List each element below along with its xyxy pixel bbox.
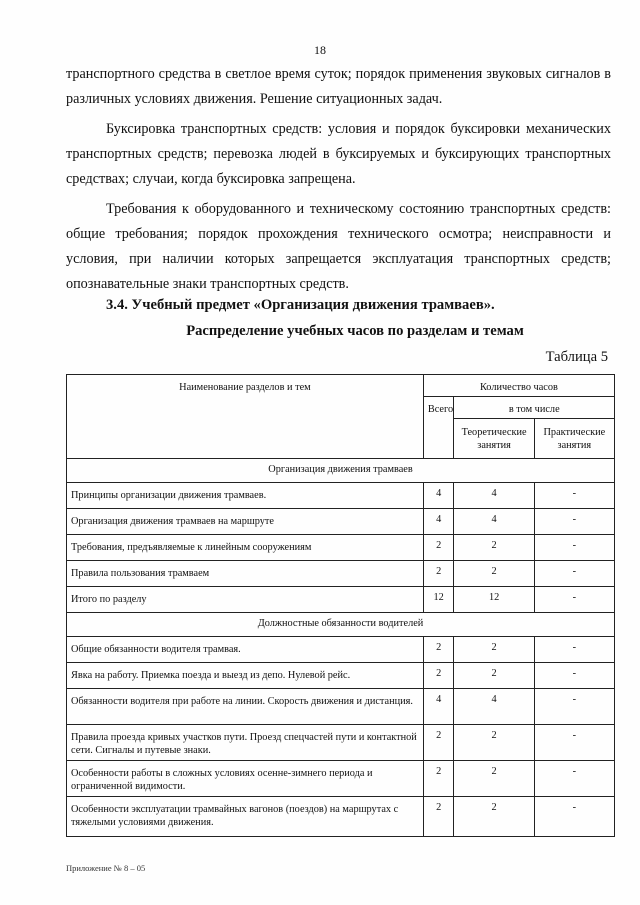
header-name: Наименование разделов и тем xyxy=(67,375,424,459)
practice-hours: - xyxy=(534,637,614,663)
total-hours: 4 xyxy=(423,483,454,509)
theory-hours: 2 xyxy=(454,663,534,689)
practice-hours: - xyxy=(534,725,614,761)
table-row xyxy=(67,483,615,509)
table-title: Распределение учебных часов по разделам и темам xyxy=(186,323,524,339)
topic-name: Правила пользования трамваем xyxy=(67,561,424,587)
total-hours: 2 xyxy=(423,561,454,587)
theory-hours: 4 xyxy=(454,689,534,725)
table-row xyxy=(67,637,615,663)
table-row xyxy=(67,689,615,725)
topic-name: Особенности эксплуатации трамвайных вагонов (поездов) на маршрутах с тяжелыми условиями движения. xyxy=(67,797,424,837)
total-hours: 2 xyxy=(423,663,454,689)
practice-hours: - xyxy=(534,761,614,797)
footer-note: Приложение № 8 – 05 xyxy=(66,863,146,873)
table-row xyxy=(67,509,615,535)
section-title: Организация движения трамваев xyxy=(67,459,615,483)
theory-hours: 2 xyxy=(454,797,534,837)
practice-hours: - xyxy=(534,483,614,509)
topic-name: Обязанности водителя при работе на линии. Скорость движения и дистанция. xyxy=(67,689,424,725)
practice-hours: - xyxy=(534,689,614,725)
theory-hours: 2 xyxy=(454,761,534,797)
total-hours: 2 xyxy=(423,761,454,797)
paragraph-signals: транспортного средства в светлое время суток; порядок применения звуковых сигналов в различных условиях движения. Решение ситуационных задач. xyxy=(66,66,611,107)
topic-name: Правила проезда кривых участков пути. Проезд спецчастей пути и контактной сети. Сигналы и путевые знаки. xyxy=(67,725,424,761)
theory-hours: 2 xyxy=(454,535,534,561)
total-hours: 2 xyxy=(423,535,454,561)
practice-hours: - xyxy=(534,663,614,689)
topic-name: Явка на работу. Приемка поезда и выезд из депо. Нулевой рейс. xyxy=(67,663,424,689)
table-row xyxy=(67,797,615,837)
table-row xyxy=(67,725,615,761)
table-row xyxy=(67,587,615,613)
body-text xyxy=(66,62,611,302)
header-total: Всего xyxy=(423,397,454,459)
theory-hours: 4 xyxy=(454,509,534,535)
paragraph-requirements: Требования к оборудованного и техническому состоянию транспортных средств: общие требования; порядок прохождения технического осмотра; неисправности и условия, при наличии которых запрещается эксплуатация транспортных средств; опознавательные знаки транспортных средств. xyxy=(66,201,611,292)
theory-hours: 2 xyxy=(454,561,534,587)
table-row xyxy=(67,561,615,587)
section-row xyxy=(67,459,615,483)
theory-hours: 4 xyxy=(454,483,534,509)
header-theory: Теоретические занятия xyxy=(454,419,534,459)
theory-hours: 2 xyxy=(454,725,534,761)
topic-name: Организация движения трамваев на маршруте xyxy=(67,509,424,535)
section-heading: 3.4. Учебный предмет «Организация движения трамваев». xyxy=(106,297,495,313)
header-practice: Практические занятия xyxy=(534,419,614,459)
table-caption: Таблица 5 xyxy=(545,349,608,365)
total-hours: 2 xyxy=(423,725,454,761)
page-number: 18 xyxy=(314,43,326,57)
total-hours: 4 xyxy=(423,509,454,535)
header-including: в том числе xyxy=(454,397,615,419)
practice-hours: - xyxy=(534,535,614,561)
total-hours: 2 xyxy=(423,797,454,837)
table-row xyxy=(67,663,615,689)
topic-name: Принципы организации движения трамваев. xyxy=(67,483,424,509)
paragraph-towing: Буксировка транспортных средств: условия и порядок буксировки механических транспортных средств; перевозка людей в буксируемых и буксирующих транспортных средствах; случаи, когда буксировка запрещена. xyxy=(66,121,611,187)
practice-hours: - xyxy=(534,561,614,587)
hours-table xyxy=(66,374,615,837)
table-row xyxy=(67,535,615,561)
total-hours: 4 xyxy=(423,689,454,725)
total-hours: 2 xyxy=(423,637,454,663)
theory-hours: 2 xyxy=(454,637,534,663)
table-row xyxy=(67,761,615,797)
section-title: Должностные обязанности водителей xyxy=(67,613,615,637)
practice-hours: - xyxy=(534,587,614,613)
theory-hours: 12 xyxy=(454,587,534,613)
practice-hours: - xyxy=(534,797,614,837)
topic-name: Требования, предъявляемые к линейным сооружениям xyxy=(67,535,424,561)
header-hours: Количество часов xyxy=(423,375,614,397)
topic-name: Особенности работы в сложных условиях осенне-зимнего периода и ограниченной видимости. xyxy=(67,761,424,797)
topic-name: Итого по разделу xyxy=(67,587,424,613)
table-header-row xyxy=(67,375,615,397)
practice-hours: - xyxy=(534,509,614,535)
topic-name: Общие обязанности водителя трамвая. xyxy=(67,637,424,663)
section-row xyxy=(67,613,615,637)
total-hours: 12 xyxy=(423,587,454,613)
